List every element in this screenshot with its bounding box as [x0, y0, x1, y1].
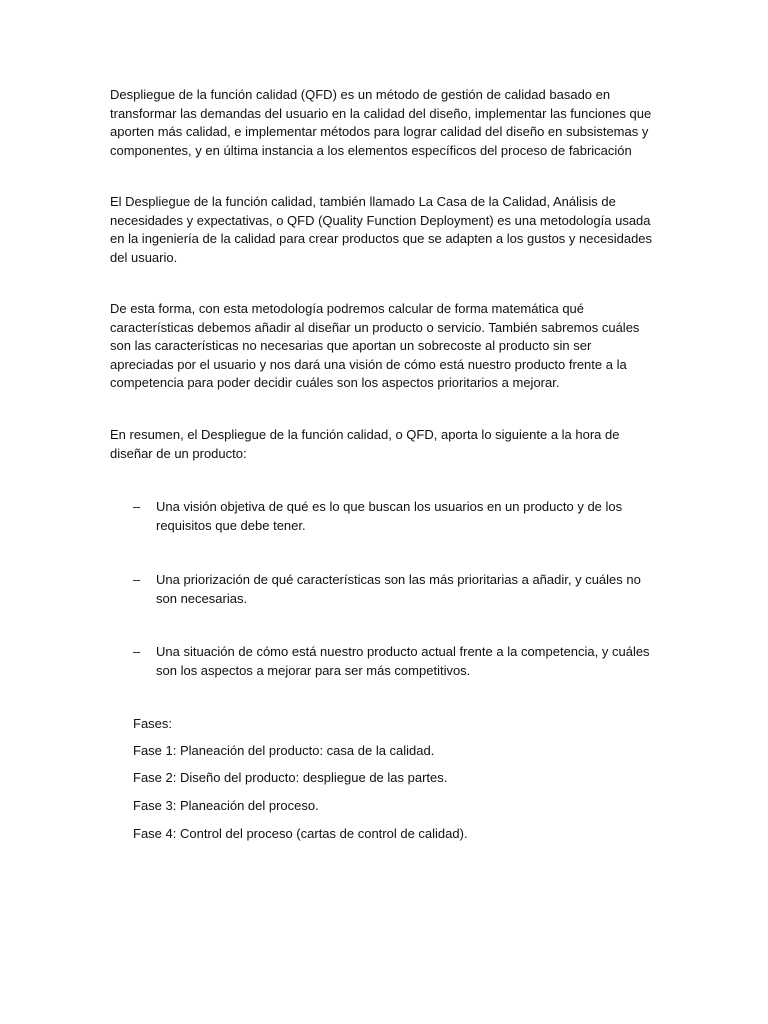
list-item-text: Una visión objetiva de qué es lo que buscan los usuarios en un producto y de los requisitos que debe tener.: [156, 499, 623, 533]
phase-item: Fase 1: Planeación del producto: casa de la calidad.: [133, 743, 435, 758]
paragraph-metodologia: De esta forma, con esta metodología podremos calcular de forma matemática qué características debemos añadir al diseñar un producto o servicio. También sabremos cuáles son las características no necesarias que aportan un sobrecoste al producto sin ser apreciadas por el usuario y nos dará una visión de cómo está nuestro producto frente a la competencia para poder decidir cuáles son los aspectos prioritarios a mejorar.: [110, 301, 640, 390]
dash-bullet-icon: –: [133, 644, 141, 659]
list-item-text: Una situación de cómo está nuestro producto actual frente a la competencia, y cuáles son los aspectos a mejorar para ser más competitivos.: [156, 644, 650, 678]
dash-bullet-icon: –: [133, 499, 141, 514]
phases-heading: Fases:: [133, 716, 173, 731]
dash-bullet-icon: –: [133, 572, 141, 587]
list-item-text: Una priorización de qué características son las más prioritarias a añadir, y cuáles no son necesarias.: [156, 572, 641, 606]
phase-item: Fase 2: Diseño del producto: despliegue de las partes.: [133, 770, 448, 785]
phase-item: Fase 4: Control del proceso (cartas de control de calidad).: [133, 826, 468, 841]
paragraph-qfd-casa-de-la-calidad: El Despliegue de la función calidad, también llamado La Casa de la Calidad, Análisis de necesidades y expectativas, o QFD (Quality Function Deployment) es una metodología usada en la ingeniería de la calidad para crear productos que se adapten a los gustos y necesidades del usuario.: [110, 194, 653, 265]
paragraph-resumen: En resumen, el Despliegue de la función calidad, o QFD, aporta lo siguiente a la hora de diseñar de un producto:: [110, 427, 620, 461]
paragraph-qfd-definition: Despliegue de la función calidad (QFD) es un método de gestión de calidad basado en transformar las demandas del usuario en la calidad del diseño, implementar las funciones que aporten más calidad, e implementar métodos para lograr calidad del diseño en subsistemas y componentes, y en última instancia a los elementos específicos del proceso de fabricación: [110, 87, 652, 158]
phase-item: Fase 3: Planeación del proceso.: [133, 798, 319, 813]
